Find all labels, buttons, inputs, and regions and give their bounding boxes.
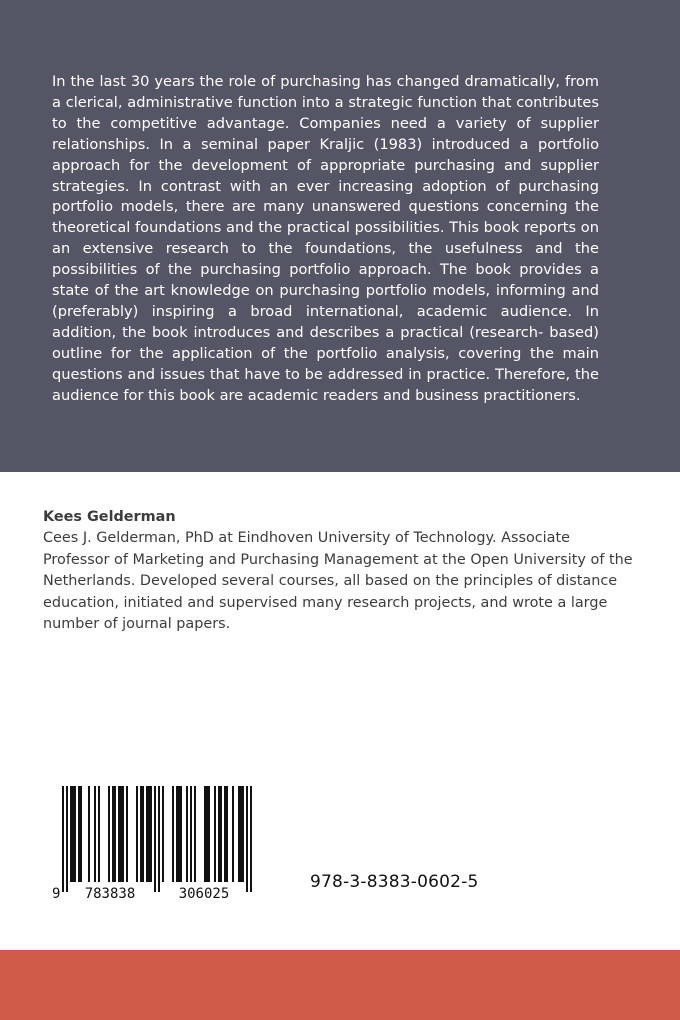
barcode-bar [190,786,192,882]
barcode-bar [180,786,182,882]
barcode-bar [186,786,188,882]
barcode-bar [146,786,148,882]
barcode-bar [70,786,72,882]
barcode-bar [158,786,160,892]
barcode-right-digits: 306025 [178,886,230,902]
barcode-bar [122,786,124,882]
barcode-bar [136,786,138,882]
barcode-bar [224,786,226,882]
barcode-bar [226,786,228,882]
author-bio: Cees J. Gelderman, PhD at Eindhoven University of Technology. Associate Professor of Marketing and Purchasing Management at the Open University of the Netherlands. Developed several courses, all based on the principles of distance education, initiated and supervised many research projects, and wrote a large number of journal papers. [43,530,633,632]
barcode-bar [120,786,122,882]
author-name: Kees Gelderman [43,509,176,525]
barcode-bar [238,786,240,882]
barcode-bar [126,786,128,882]
barcode-bar [154,786,156,892]
isbn-barcode [44,776,281,909]
barcode-bar [150,786,152,882]
barcode-bar [240,786,242,882]
barcode-bar [204,786,206,882]
bottom-color-band [0,950,680,1020]
barcode-bar [108,786,110,882]
barcode-bar [194,786,196,882]
author-section [43,507,633,636]
barcode-bar [66,786,68,892]
barcode-first-digit: 9 [52,886,61,902]
barcode-bar [178,786,180,882]
barcode-bar [232,786,234,882]
barcode-bar [214,786,216,882]
barcode-bar [72,786,74,882]
isbn-number: 978-3-8383-0602-5 [310,872,479,892]
barcode-left-digits: 783838 [84,886,136,902]
barcode-graphic [44,776,281,909]
barcode-bar [140,786,142,882]
back-cover-top-panel [0,0,680,472]
barcode-bar [114,786,116,882]
barcode-bar [206,786,208,882]
barcode-bar [112,786,114,882]
barcode-bar [176,786,178,882]
barcode-bar [220,786,222,882]
barcode-bar [250,786,252,892]
barcode-bar [78,786,80,882]
barcode-bar [172,786,174,882]
barcode-bar [118,786,120,882]
barcode-bar [88,786,90,882]
barcode-bar [208,786,210,882]
book-description: In the last 30 years the role of purchasing has changed dramatically, from a clerical, administrative function into a strategic function that contributes to the competitive advantage. Companies need a variety of supplier relationships. In a seminal paper Kraljic (1983) introduced a portfolio approach for the development of appropriate purchasing and supplier strategies. In contrast with an ever increasing adoption of purchasing portfolio models, there are many unanswered questions concerning the theoretical foundations and the practical possibilities. This book reports on an extensive research to the foundations, the usefulness and the possibilities of the purchasing portfolio approach. The book provides a state of the art knowledge on purchasing portfolio models, informing and (preferably) inspiring a broad international, academic audience. In addition, the book introduces and describes a practical (research- based) outline for the application of the portfolio analysis, covering the main questions and issues that have to be addressed in practice. Therefore, the audience for this book are academic readers and business practitioners. [52,73,599,404]
barcode-bar [98,786,100,882]
barcode-bar [94,786,96,882]
barcode-bar [246,786,248,892]
barcode-bar [142,786,144,882]
barcode-bar [80,786,82,882]
barcode-bar [162,786,164,882]
barcode-bar [242,786,244,882]
barcode-bar [148,786,150,882]
barcode-bar [218,786,220,882]
barcode-bar [74,786,76,882]
barcode-bar [62,786,64,892]
